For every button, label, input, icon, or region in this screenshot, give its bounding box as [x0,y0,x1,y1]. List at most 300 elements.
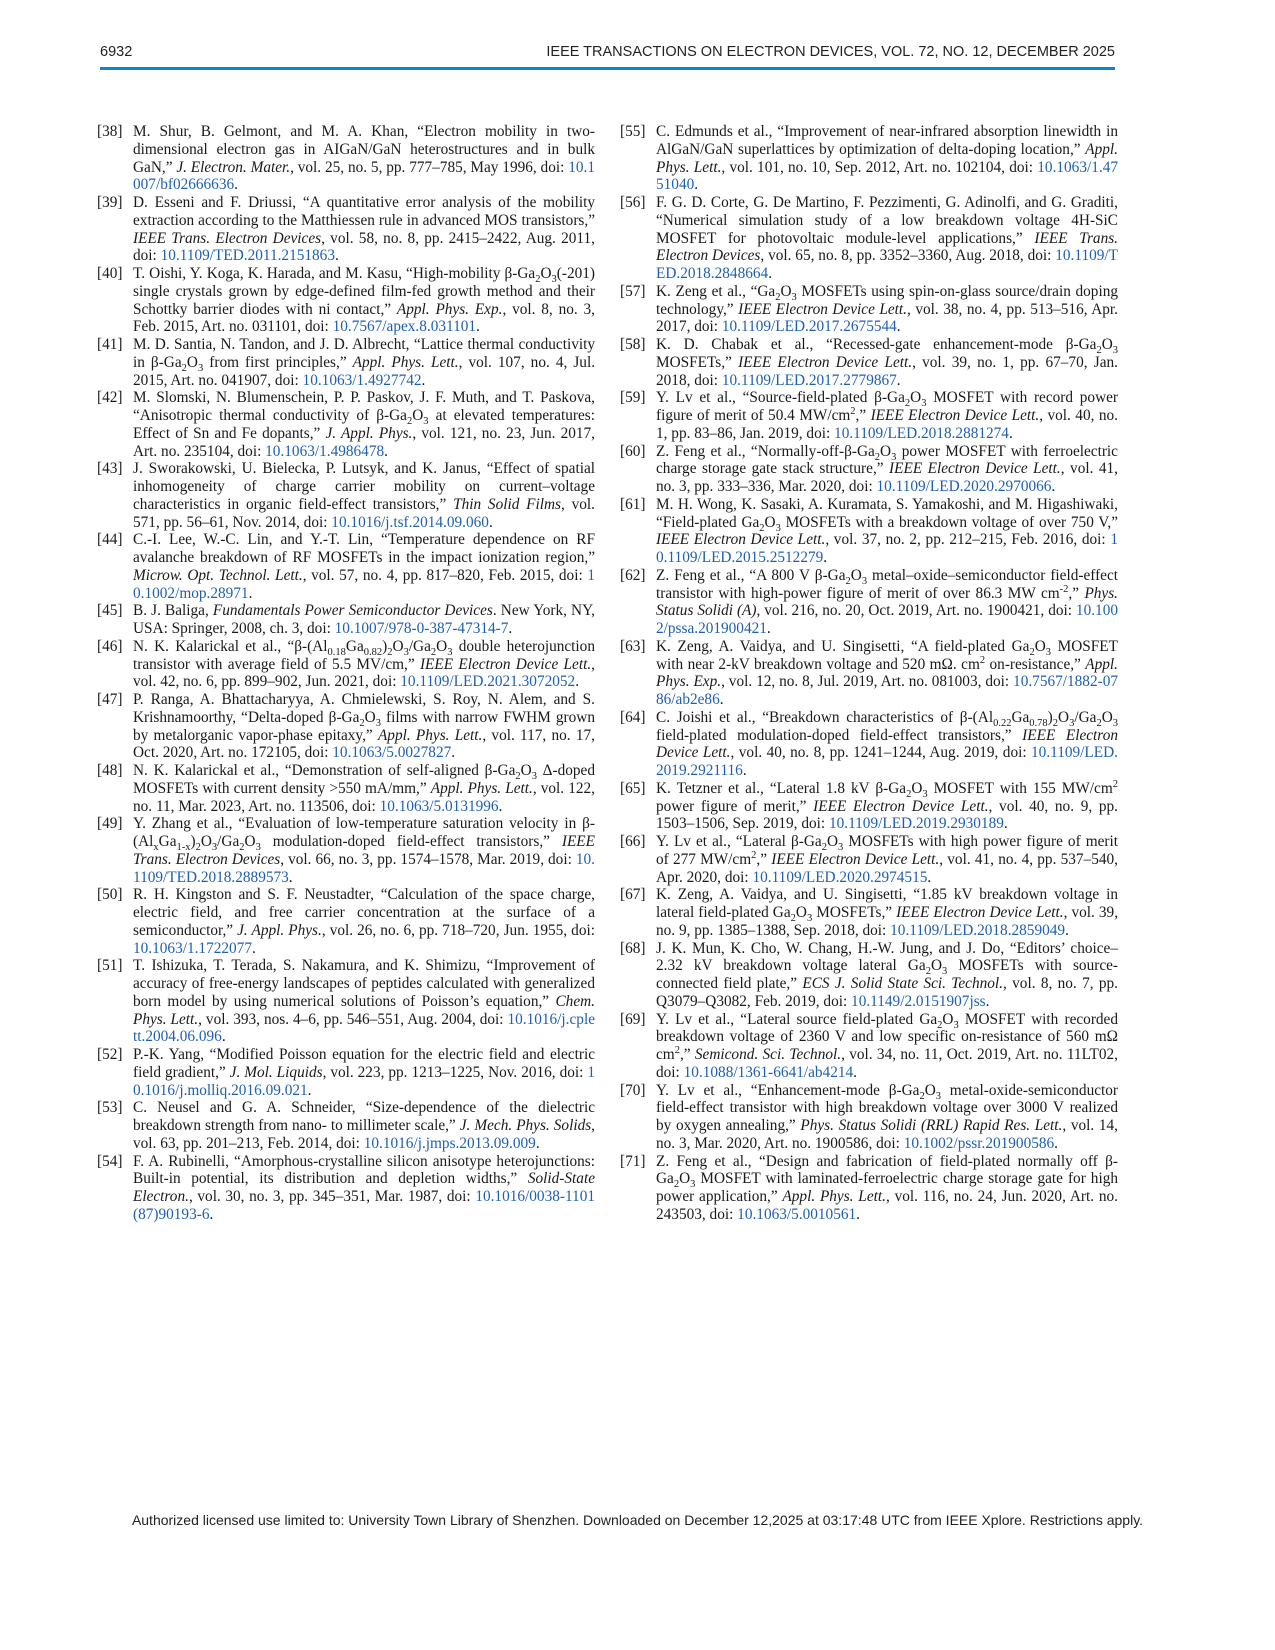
reference-text: K. Zeng, A. Vaidya, and U. Singisetti, “A field-plated Ga [656,637,1030,655]
reference-text: , vol. 25, no. 5, pp. 777–785, May 1996, doi: [290,158,569,176]
reference-entry [620,780,1118,833]
subscript: 2 [937,1019,943,1031]
reference-text: Y. Lv et al., “Enhancement-mode β-Ga [656,1081,920,1099]
subscript: 2 [387,646,393,658]
reference-entry [97,389,595,460]
subscript: x [153,842,159,854]
doi-link[interactable]: 10.1063/1.4927742 [302,371,422,389]
doi-link[interactable]: 10.1016/j.molliq.2016.09.021 [133,1063,595,1099]
reference-entry [620,1153,1118,1224]
reference-number: [53] [97,1099,123,1117]
subscript: 3 [375,717,381,729]
reference-number: [40] [97,265,123,282]
reference-end: . [896,318,901,336]
doi-link[interactable]: 10.1109/LED.2020.2974515 [752,868,928,886]
reference-venue: Appl. Phys. Lett. [430,779,533,797]
reference-entry [620,638,1118,709]
reference-text: ) [190,833,196,850]
reference-text: MOSFET with near 2-kV breakdown voltage and 520 mΩ. cm [656,637,1118,673]
reference-entry [97,602,595,638]
reference-text: films with narrow FWHM grown by metalorganic vapor-phase epitaxy,” [133,708,595,744]
reference-venue: Phys. Status Solidi (RRL) Rapid Res. Lett. [800,1117,1063,1134]
subscript: 0.78 [1029,717,1048,729]
reference-text: power figure of merit,” [656,797,814,815]
reference-text: at elevated temperatures: Effect of Sn and Fe dopants,” [133,407,595,442]
reference-text: , vol. 40, no. 8, pp. 1241–1244, Aug. 2019, doi: [730,744,1032,762]
reference-number: [51] [97,957,123,975]
reference-end: . [768,265,773,282]
reference-text: , vol. 63, pp. 201–213, Feb. 2014, doi: [133,1117,595,1152]
subscript: 3 [942,966,948,978]
reference-number: [64] [620,708,646,726]
reference-number: [52] [97,1046,123,1063]
doi-link[interactable]: 10.1002/pssa.201900421 [656,602,1118,637]
subscript: 2 [181,362,187,374]
reference-text: , vol. 393, nos. 4–6, pp. 546–551, Aug. 2004, doi: [198,1010,508,1028]
reference-end: . [896,371,901,389]
reference-text: MOSFETs using spin-on-glass source/drain doping technology,” [656,282,1118,318]
doi-link[interactable]: 10.1016/j.jmps.2013.09.009 [363,1134,536,1152]
doi-link[interactable]: 10.1109/LED.2021.3072052 [400,673,576,691]
page-number: 6932 [100,44,133,60]
reference-entry [620,283,1118,336]
reference-venue: IEEE Electron Device Lett. [419,655,592,673]
reference-text: , vol. 65, no. 8, pp. 3352–3360, Aug. 2018, doi: [760,247,1056,265]
reference-text: modulation-doped field-effect transistors,” [260,833,562,850]
reference-text: O [520,762,532,779]
reference-end: . [1003,815,1008,833]
reference-text: , vol. 107, no. 4, Jul. 2015, Art. no. 041907, doi: [133,353,596,389]
reference-number: [54] [97,1152,123,1170]
reference-text: double heterojunction transistor with average field of 5.5 MV/cm,” [133,637,595,673]
reference-end: . [234,176,238,194]
reference-text: , vol. 66, no. 3, pp. 1574–1578, Mar. 2019, doi: [280,850,576,868]
reference-number: [50] [97,886,123,904]
reference-text: /Ga [217,833,240,850]
subscript: 3 [861,575,868,587]
subscript: 3 [935,1090,941,1102]
reference-text: , vol. 122, no. 11, Mar. 2023, Art. no. 113506, doi: [133,779,595,815]
reference-text: O [200,833,212,850]
reference-text: B. J. Baliga, [133,602,213,620]
reference-end: . [498,797,503,815]
reference-text: O [826,833,838,850]
reference-end: . [384,442,388,460]
reference-end: . [334,247,339,265]
reference-text: MOSFET with recorded breakdown voltage of 2360 V and low specific on-resistance of 560 mΩ cm [656,1010,1118,1063]
reference-venue: IEEE Trans. Electron Devices [133,833,595,868]
subscript: 3 [922,788,928,800]
subscript: 2 [239,842,245,854]
reference-entry [97,886,595,957]
subscript: 3 [551,274,557,286]
doi-link[interactable]: 10.1007/bf02666636 [133,158,595,194]
doi-link[interactable]: 10.1109/LED.2017.2675544 [721,318,897,336]
doi-link[interactable]: 10.7567/1882-0786/ab2e86 [656,673,1118,708]
reference-text: N. K. Kalarickal et al., “β-(Al [133,637,328,655]
reference-entry [97,1153,595,1224]
reference-entry [620,443,1118,496]
reference-text: O [911,779,923,797]
doi-link[interactable]: 10.1002/mop.28971 [133,566,595,602]
subscript: 3 [891,451,897,463]
reference-text: C.-I. Lee, W.-C. Lin, and Y.-T. Lin, “Temperature dependence on RF avalanche breakdown of RF MOSFETs in the impact ionization region,” [133,531,595,566]
reference-venue: J. Appl. Phys. [237,921,322,939]
doi-link[interactable]: 10.1109/TED.2018.2889573 [133,850,595,886]
reference-text: K. Tetzner et al., “Lateral 1.8 kV β-Ga [656,779,907,797]
reference-text: Δ-doped MOSFETs with current density >550 mA/mm,” [133,762,595,797]
reference-text: Y. Zhang et al., “Evaluation of low-temperature saturation velocity in β-(Al [133,815,595,850]
reference-text: MOSFET with laminated-ferroelectric charge storage gate for high power application,” [656,1170,1118,1205]
reference-number: [57] [620,282,646,300]
superscript: 2 [850,405,856,417]
reference-text: Ga [1011,708,1030,726]
reference-text: F. G. D. Corte, G. De Martino, F. Pezzimenti, G. Adinolfi, and G. Graditi, “Numerical simulation study of a low breakdown voltage 4H-SiC MOSFET for photovoltaic module-level applications,” [656,194,1118,247]
reference-text: M. Slomski, N. Blumenschein, P. P. Paskov, J. F. Muth, and T. Paskova, “Anisotropic thermal conductivity of β-Ga [133,389,595,424]
reference-number: [43] [97,460,123,478]
reference-text: MOSFET with record power figure of merit of 50.4 MW/cm [656,389,1118,424]
reference-text: , vol. 8, no. 3, Feb. 2015, Art. no. 031101, doi: [133,300,595,336]
header-rule [100,67,1115,70]
reference-text: O [436,637,448,655]
reference-text: , vol. 8, no. 7, pp. Q3079–Q3082, Feb. 2019, doi: [656,975,1118,1010]
subscript: 0.18 [327,646,346,658]
subscript: 2 [1096,717,1102,729]
reference-text: M. Shur, B. Gelmont, and M. A. Khan, “Electron mobility in two-dimensional electron gas in AIGaN/GaN heterostructures and in bulk GaN,” [133,123,595,176]
reference-text: Y. Lv et al., “Lateral β-Ga [656,833,822,850]
reference-text: from first principles,” [203,353,353,371]
reference-end: . [742,762,747,779]
reference-number: [63] [620,637,646,655]
reference-number: [62] [620,566,646,584]
reference-text: Z. Feng et al., “A 800 V β-Ga [656,566,846,584]
doi-link[interactable]: 10.1063/1.1722077 [133,939,252,957]
subscript: 3 [1069,717,1075,729]
subscript: 3 [953,1019,959,1031]
reference-text: O [364,708,376,726]
reference-text: , vol. 38, no. 4, pp. 513–516, Apr. 2017, doi: [656,300,1119,336]
reference-end: . [248,584,253,602]
subscript: 1-x [176,842,191,854]
reference-text: , vol. 42, no. 6, pp. 899–902, Jun. 2021, doi: [133,655,595,691]
reference-text: K. Zeng, A. Vaidya, and U. Singisetti, “1.85 kV breakdown voltage in lateral field-plated Ga [656,886,1118,921]
subscript: 3 [1112,717,1118,729]
doi-link[interactable]: 10.7567/apex.8.031101 [332,318,477,336]
doi-link[interactable]: 10.1109/LED.2018.2859049 [890,921,1066,939]
references-right-column [620,123,1118,1224]
doi-link[interactable]: 10.1016/j.cplett.2004.06.096 [133,1010,595,1046]
reference-text: /Ga [1074,708,1097,726]
reference-venue: IEEE Electron Device Lett. [889,460,1061,478]
reference-entry [620,833,1118,886]
reference-text: (-201) single crystals grown by edge-defined film-fed growth method and their Schottky barrier diodes with ni contact,” [133,265,595,318]
reference-text: O [924,1081,936,1099]
reference-text: O [930,957,943,975]
doi-link[interactable]: 10.1007/978-0-387-47314-7 [334,620,509,637]
doi-link[interactable]: 10.1063/5.0010561 [737,1205,857,1223]
doi-link[interactable]: 10.1016/0038-1101(87)90193-6 [133,1188,595,1223]
reference-end: . [694,176,699,194]
reference-venue: IEEE Electron Device Lett. [656,726,1118,762]
subscript: 2 [359,717,365,729]
reference-text: C. Joishi et al., “Breakdown characteristics of β-(Al [656,708,994,726]
subscript: 3 [1112,345,1118,357]
subscript: 0.22 [993,717,1012,729]
reference-text: metal-oxide-semiconductor field-effect transistor with high breakdown voltage over 3000 V realized by oxygen annealing,” [656,1081,1119,1134]
reference-end: . [856,1205,860,1223]
reference-text: O [1101,708,1113,726]
reference-text: K. D. Chabak et al., “Recessed-gate enhancement-mode β-Ga [656,336,1097,353]
reference-venue: Solid-State Electron. [133,1170,595,1205]
subscript: 3 [921,398,927,410]
reference-entry [620,567,1118,638]
reference-entry [97,762,595,815]
doi-link[interactable]: 10.1016/j.tsf.2014.09.060 [331,513,489,531]
reference-text: , vol. 571, pp. 56–61, Nov. 2014, doi: [133,495,595,531]
doi-link[interactable]: 10.1109/LED.2019.2930189 [828,815,1004,833]
reference-number: [56] [620,194,646,211]
reference-entry [620,194,1118,283]
reference-number: [66] [620,833,646,850]
reference-text: field-plated modulation-doped field-effect transistors,” [656,726,1023,744]
subscript: 3 [423,416,429,428]
reference-number: [44] [97,531,123,549]
reference-number: [48] [97,762,123,779]
reference-text: C. Neusel and G. A. Schneider, “Size-dependence of the dielectric breakdown strength from nano- to millimeter scale,” [133,1099,595,1134]
reference-venue: IEEE Electron Device Lett. [870,407,1040,424]
reference-entry [97,815,595,886]
reference-text: , vol. 34, no. 11, Oct. 2019, Art. no. 11LT02, doi: [656,1046,1118,1081]
reference-end: . [927,868,932,886]
reference-text: P. Ranga, A. Bhattacharyya, A. Chmielewski, S. Roy, N. Alem, and S. Krishnamoorthy, “Delta-doped β-Ga [133,691,595,726]
reference-end: . [421,371,426,389]
journal-title: IEEE TRANSACTIONS ON ELECTRON DEVICES, VOL. 72, NO. 12, DECEMBER 2025 [546,44,1115,60]
reference-text: . New York, NY, USA: Springer, 2008, ch. 3, doi: [133,602,595,637]
reference-venue: IEEE Trans. Electron Devices [656,229,1118,265]
reference-venue: Fundamentals Power Semiconductor Devices [212,602,493,620]
reference-text: /Ga [408,637,431,655]
reference-text: O [1101,336,1113,353]
reference-text: C. Edmunds et al., “Improvement of near-infrared absorption linewidth in AlGaN/GaN superlattices by optimization of delta-doping location,” [656,123,1118,158]
reference-venue: J. Appl. Phys. [325,424,413,442]
reference-number: [59] [620,389,646,407]
reference-text: O [1034,637,1046,655]
doi-link[interactable]: 10.1063/5.0131996 [379,797,499,815]
subscript: 3 [791,291,797,303]
subscript: 2 [790,913,796,925]
superscript: 2 [979,654,986,666]
reference-entry [97,336,595,389]
subscript: 3 [1045,646,1052,658]
reference-text: M. D. Santia, N. Tandon, and J. D. Albrecht, “Lattice thermal conductivity in β-Ga [133,336,595,371]
reference-number: [71] [620,1152,646,1170]
reference-number: [68] [620,939,646,957]
reference-number: [55] [620,123,646,140]
subscript: 3 [447,646,453,658]
subscript: 3 [838,842,844,854]
subscript: 3 [403,646,409,658]
doi-link[interactable]: 10.1063/1.4751040 [656,158,1118,194]
doi-link[interactable]: 10.1002/pssr.201900586 [903,1134,1055,1152]
reference-text: , vol. 216, no. 20, Oct. 2019, Art. no. 1900421, doi: [756,602,1076,620]
reference-entry [97,460,595,531]
subscript: 2 [874,451,881,463]
reference-text: , vol. 30, no. 3, pp. 345–351, Mar. 1987, doi: [188,1188,476,1205]
doi-link[interactable]: 10.1063/5.0027827 [332,744,452,762]
reference-text: ,” [855,407,871,424]
reference-text: J. Sworakowski, U. Bielecka, P. Lutsyk, and K. Janus, “Effect of spatial inhomogeneity of charge carrier mobility on current–voltage characteristics in organic field-effect transistors,” [133,460,595,513]
reference-text: , vol. 121, no. 23, Jun. 2017, Art. no. 235104, doi: [133,424,595,460]
reference-venue: J. Electron. Mater. [176,158,291,176]
reference-number: [39] [97,194,123,211]
reference-venue: IEEE Electron Device Lett. [738,353,913,371]
reference-text: , vol. 40, no. 9, pp. 1503–1506, Sep. 2019, doi: [656,797,1119,833]
subscript: 3 [690,1179,696,1191]
reference-venue: Appl. Phys. Exp. [396,300,503,318]
subscript: 2 [904,398,911,410]
subscript: 3 [197,362,204,374]
subscript: 2 [406,416,413,428]
subscript: 2 [195,842,201,854]
reference-venue: IEEE Electron Device Lett. [738,300,908,318]
reference-text: J. K. Mun, K. Cho, W. Chang, H.-W. Jung, and J. Do, “Editors’ choice–2.32 kV breakdown voltage lateral Ga [656,939,1118,975]
reference-entry [620,336,1118,389]
doi-link[interactable]: 10.1109/LED.2019.2921116 [656,744,1118,779]
subscript: 2 [673,1179,680,1191]
reference-end: . [251,939,256,957]
reference-venue: IEEE Electron Device Lett. [656,531,826,549]
reference-number: [46] [97,637,123,655]
reference-venue: ECS J. Solid State Sci. Technol. [802,975,1003,992]
subscript: 3 [531,771,537,783]
reference-venue: IEEE Trans. Electron Devices [133,229,322,247]
reference-number: [60] [620,442,646,460]
reference-venue: IEEE Electron Device Lett. [813,797,989,815]
reference-end: . [288,868,293,886]
reference-entry [620,886,1118,939]
reference-number: [42] [97,389,123,407]
reference-venue: IEEE Electron Device Lett. [771,850,940,868]
reference-end: . [535,1134,540,1152]
doi-link[interactable]: 10.1109/LED.2020.2970066 [876,478,1052,495]
reference-venue: Appl. Phys. Exp. [656,655,1118,691]
reference-text: O [850,566,862,584]
reference-text: MOSFET with 155 MW/cm [927,779,1113,797]
doi-link[interactable]: 10.1109/LED.2015.2512279 [656,531,1119,566]
reference-text: , vol. 37, no. 2, pp. 212–215, Feb. 2016, doi: [825,531,1111,549]
reference-text: power MOSFET with ferroelectric charge storage gate stack structure,” [656,442,1118,478]
reference-text: Y. Lv et al., “Lateral source field-plated Ga [656,1010,938,1028]
reference-text: O [540,265,552,282]
reference-text: P.-K. Yang, “Modified Poisson equation for the electric field and electric field gradient,” [133,1046,595,1081]
reference-end: . [508,620,513,637]
reference-venue: Appl. Phys. Lett. [352,353,459,371]
reference-entry [97,1099,595,1152]
doi-link[interactable]: 10.1109/LED.2018.2881274 [834,424,1009,442]
reference-end: . [985,992,990,1010]
doi-link[interactable]: 10.1109/TED.2011.2151863 [160,247,335,265]
reference-text: O [244,833,256,850]
reference-number: [65] [620,779,646,797]
reference-text: D. Esseni and F. Driussi, “A quantitative error analysis of the mobility extraction according to the Matthiessen rule in advanced MOS transistors,” [133,194,595,229]
reference-text: Z. Feng et al., “Normally-off-β-Ga [656,442,875,460]
reference-number: [38] [97,123,123,140]
reference-text: T. Ishizuka, T. Terada, S. Nakamura, and K. Shimizu, “Improvement of accuracy of free-energy landscapes of peptides calculated with generalized born model by using numerical solutions of Poisson’s equation,” [133,957,595,1010]
reference-venue: Phys. Status Solidi (A) [656,584,1118,620]
reference-venue: Thin Solid Films [453,495,561,513]
reference-text: , vol. 26, no. 6, pp. 718–720, Jun. 1955, doi: [321,921,595,939]
subscript: 2 [430,646,437,658]
reference-text: O [186,353,198,371]
reference-number: [58] [620,336,646,353]
doi-link[interactable]: 10.1109/TED.2018.2848664 [656,247,1118,282]
reference-venue: J. Mol. Liquids [229,1063,323,1081]
reference-venue: Chem. Phys. Lett. [133,992,595,1028]
reference-entry [620,940,1118,1011]
reference-entry [97,1046,595,1099]
reference-text: Z. Feng et al., “Design and fabrication of field-plated normally off β-Ga [656,1152,1118,1188]
subscript: 2 [515,771,521,783]
subscript: 2 [906,788,912,800]
reference-entry [97,638,595,691]
doi-link[interactable]: 10.1149/2.0151907jss [851,992,986,1010]
reference-end: . [1051,478,1056,495]
reference-end: . [823,549,828,566]
reference-text: , vol. 12, no. 8, Jul. 2019, Art. no. 081003, doi: [721,673,1014,691]
subscript: 2 [1052,717,1059,729]
reference-number: [49] [97,815,123,833]
reference-number: [41] [97,336,123,353]
subscript: 2 [775,291,781,303]
reference-text: O [795,904,807,921]
reference-text: T. Oishi, Y. Koga, K. Harada, and M. Kasu, “High-mobility β-Ga [133,265,536,282]
doi-link[interactable]: 10.1063/1.4986478 [265,442,385,460]
doi-link[interactable]: 10.1088/1361-6641/ab4214 [683,1063,854,1081]
reference-text: , vol. 40, no. 1, pp. 83–86, Jan. 2019, doi: [656,407,1118,442]
reference-text: O [679,1170,691,1188]
subscript: 2 [845,575,851,587]
reference-venue: IEEE Electron Device Lett. [896,904,1064,921]
reference-text: N. K. Kalarickal et al., “Demonstration of self-aligned β-Ga [133,762,516,779]
reference-text: O [764,513,776,531]
superscript: 2 [1112,778,1118,790]
reference-end: . [1065,921,1069,939]
subscript: 3 [255,842,261,854]
subscript: 0.82 [363,646,383,658]
reference-entry [620,389,1118,442]
reference-text: K. Zeng et al., “Ga [656,282,776,300]
license-footer: Authorized licensed use limited to: University Town Library of Shenzhen. Downloaded on December 12,2025 at 03:17:48 UTC from IEEE Xplore. Restrictions apply. [131,1512,1144,1528]
reference-text: ) [382,637,388,655]
reference-entry [97,531,595,602]
reference-text: metal–oxide–semiconductor field-effect transistor with high-power figure of merit of over 86.3 MW cm [656,566,1118,602]
reference-end: . [451,744,456,762]
subscript: 3 [775,522,781,534]
doi-link[interactable]: 10.1109/LED.2017.2779867 [721,371,897,389]
reference-end: . [221,1028,226,1046]
reference-entry [97,123,595,194]
reference-text: MOSFETs with high power figure of merit of 277 MW/cm [656,833,1118,868]
subscript: 2 [919,1090,925,1102]
reference-number: [47] [97,691,123,708]
reference-number: [45] [97,602,123,620]
reference-text: O [910,389,922,407]
reference-entry [97,194,595,265]
reference-text: , vol. 14, no. 3, Mar. 2020, Art. no. 1900586, doi: [656,1117,1118,1152]
reference-venue: Appl. Phys. Lett. [782,1188,886,1205]
reference-text: R. H. Kingston and S. F. Neustadter, “Calculation of the space charge, electric field, and free carrier concentration at the surface of a semiconductor,” [133,886,595,939]
reference-text: ,” [679,1046,695,1063]
